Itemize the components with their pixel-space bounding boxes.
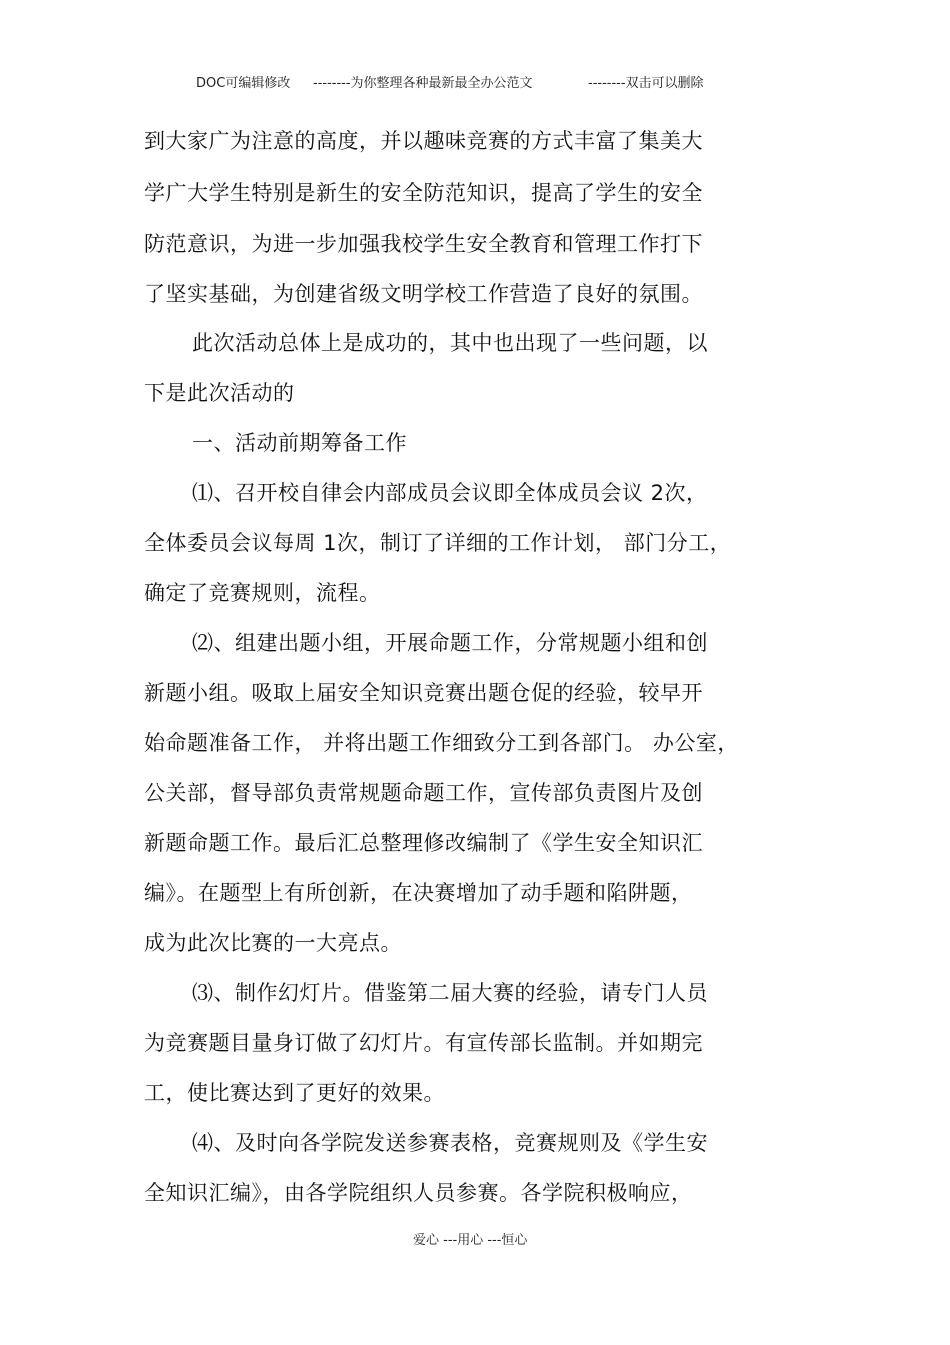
text-line: ⑶、制作幻灯片。借鉴第二届大赛的经验，请专门人员 <box>192 981 708 1005</box>
text-line: ⑷、及时向各学院发送参赛表格，竞赛规则及《学生安 <box>192 1131 708 1155</box>
text-line: 新题小组。吸取上届安全知识竞赛出题仓促的经验，较早开 <box>144 681 703 705</box>
text-line: 新题命题工作。最后汇总整理修改编制了《学生安全知识汇 <box>144 831 703 855</box>
text-line: 确定了竞赛规则，流程。 <box>144 581 381 605</box>
text-line: 全知识汇编》，由各学院组织人员参赛。各学院积极响应， <box>144 1181 693 1205</box>
header-left-text: DOC可编辑修改 <box>196 76 291 91</box>
text-line: 此次活动总体上是成功的，其中也出现了一些问题，以 <box>192 331 708 355</box>
text-line: 工，使比赛达到了更好的效果。 <box>144 1081 445 1105</box>
section-heading: 一、活动前期筹备工作 <box>192 431 407 455</box>
header-right-text: --------双击可以删除 <box>588 76 704 91</box>
text-line: 为竞赛题目量身订做了幻灯片。有宣传部长监制。并如期完 <box>144 1031 703 1055</box>
text-line: 始命题准备工作， 并将出题工作细致分工到各部门。 办公室， <box>144 731 739 755</box>
page-footer: 爱心 ---用心 ---恒心 <box>413 1233 528 1248</box>
header-middle-text: --------为你整理各种最新最全办公范文 <box>313 76 533 91</box>
text-line: 下是此次活动的 <box>144 381 295 405</box>
text-line: 学广大学生特别是新生的安全防范知识，提高了学生的安全 <box>144 181 703 205</box>
text-line: 防范意识，为进一步加强我校学生安全教育和管理工作打下 <box>144 232 703 256</box>
text-line: 成为此次比赛的一大亮点。 <box>144 931 402 955</box>
text-line: ⑵、组建出题小组，开展命题工作，分常规题小组和创 <box>192 631 708 655</box>
text-line: ⑴、召开校自律会内部成员会议即全体成员会议 2次， <box>192 481 708 505</box>
text-line: 编》。在题型上有所创新，在决赛增加了动手题和陷阱题， <box>144 881 693 905</box>
text-line: 了坚实基础，为创建省级文明学校工作营造了良好的氛围。 <box>144 282 703 306</box>
text-line: 到大家广为注意的高度，并以趣味竞赛的方式丰富了集美大 <box>144 129 703 153</box>
text-line: 全体委员会议每周 1次，制订了详细的工作计划， 部门分工， <box>144 531 732 555</box>
text-line: 公关部，督导部负责常规题命题工作，宣传部负责图片及创 <box>144 781 703 805</box>
